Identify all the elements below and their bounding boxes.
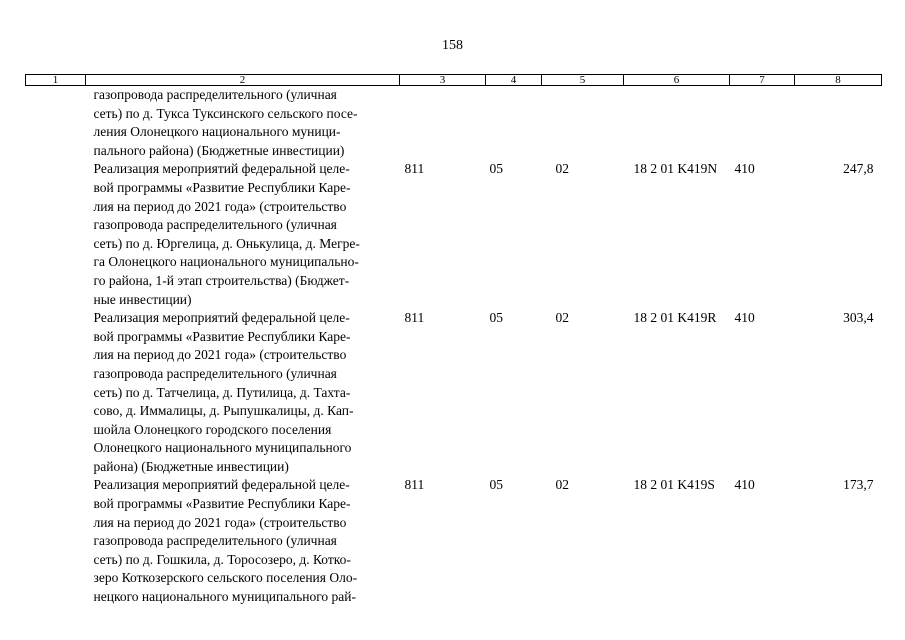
page-number: 158 [442,38,463,53]
amount-cell: 247,8 [843,161,874,177]
description-line: сеть) по д. Юргелица, д. Онькулица, д. Мегре- [93,235,360,251]
subsection-code-cell: 02 [555,477,569,493]
description-line: Олонецкого национального муниципального [93,440,352,456]
column-header-8: 8 [795,75,882,86]
description-line: сеть) по д. Татчелица, д. Путилица, д. Тахта- [93,384,351,400]
description-line: вой программы «Развитие Республики Каре- [93,328,351,344]
description-line: га Олонецкого национального муниципально- [93,254,359,270]
description-line: газопровода распределительного (уличная [93,365,337,381]
row-description-cell [86,476,400,606]
target-article-cell: 18 2 01 K419S [633,477,715,493]
description-line: Реализация мероприятий федеральной целе- [93,310,350,326]
row-description-cell [86,86,400,161]
description-line: ные инвестиции) [93,291,192,307]
expense-type-cell: 410 [734,477,755,493]
department-code-cell: 811 [404,477,425,493]
description-line: газопровода распределительного (уличная [93,217,337,233]
row-number-cell [26,309,86,476]
amount-cell: 173,7 [843,477,874,493]
section-code-cell [486,86,542,161]
description-line: вой программы «Развитие Республики Каре- [93,496,351,512]
row-number-cell [26,160,86,309]
row-description-cell [86,309,400,476]
column-header-7: 7 [730,75,795,86]
description-line: шойла Олонецкого городского поселения [93,421,332,437]
subsection-code-cell: 02 [555,161,569,177]
column-header-3: 3 [400,75,486,86]
description-line: лия на период до 2021 года» (строительство [93,514,347,530]
column-header-1: 1 [26,75,86,86]
department-code-cell [400,86,486,161]
description-line: Реализация мероприятий федеральной целе- [93,161,350,177]
description-line: вой программы «Развитие Республики Каре- [93,179,351,195]
description-line: сово, д. Иммалицы, д. Рыпушкалицы, д. Кап- [93,403,354,419]
column-header-6: 6 [624,75,730,86]
description-line: пального района) (Бюджетные инвестиции) [93,142,345,158]
subsection-code-cell: 02 [555,310,569,326]
description-line: нецкого национального муниципального рай- [93,589,357,605]
description-line: района) (Бюджетные инвестиции) [93,458,289,474]
row-number-cell [26,476,86,606]
description-line: зеро Коткозерского сельского поселения Оло- [93,570,358,586]
amount-cell [795,86,882,161]
budget-table [25,74,882,607]
description-line: газопровода распределительного (уличная [93,87,337,102]
target-article-cell: 18 2 01 K419N [633,161,718,177]
target-article-cell [624,86,730,161]
section-code-cell: 05 [489,161,503,177]
description-line: лия на период до 2021 года» (строительство [93,347,347,363]
header-row [26,75,882,86]
table-row [26,476,882,606]
amount-cell: 303,4 [843,310,874,326]
row-number-cell [26,86,86,161]
department-code-cell: 811 [404,310,425,326]
description-line: лия на период до 2021 года» (строительство [93,198,347,214]
section-code-cell: 05 [489,310,503,326]
description-line: сеть) по д. Гошкила, д. Торосозеро, д. Котко- [93,551,351,567]
target-article-cell: 18 2 01 K419R [633,310,717,326]
description-line: газопровода распределительного (уличная [93,533,337,549]
department-code-cell: 811 [404,161,425,177]
subsection-code-cell [542,86,624,161]
table-row [26,86,882,161]
expense-type-cell: 410 [734,161,755,177]
row-description-cell [86,160,400,309]
table-row [26,309,882,476]
description-line: Реализация мероприятий федеральной целе- [93,477,350,493]
table-row [26,160,882,309]
expense-type-cell: 410 [734,310,755,326]
expense-type-cell [730,86,795,161]
description-line: ления Олонецкого национального муници- [93,124,341,140]
column-header-5: 5 [542,75,624,86]
column-header-4: 4 [486,75,542,86]
column-header-2: 2 [86,75,400,86]
description-line: сеть) по д. Тукса Туксинского сельского посе- [93,105,358,121]
section-code-cell: 05 [489,477,503,493]
description-line: го района, 1-й этап строительства) (Бюджет- [93,272,350,288]
